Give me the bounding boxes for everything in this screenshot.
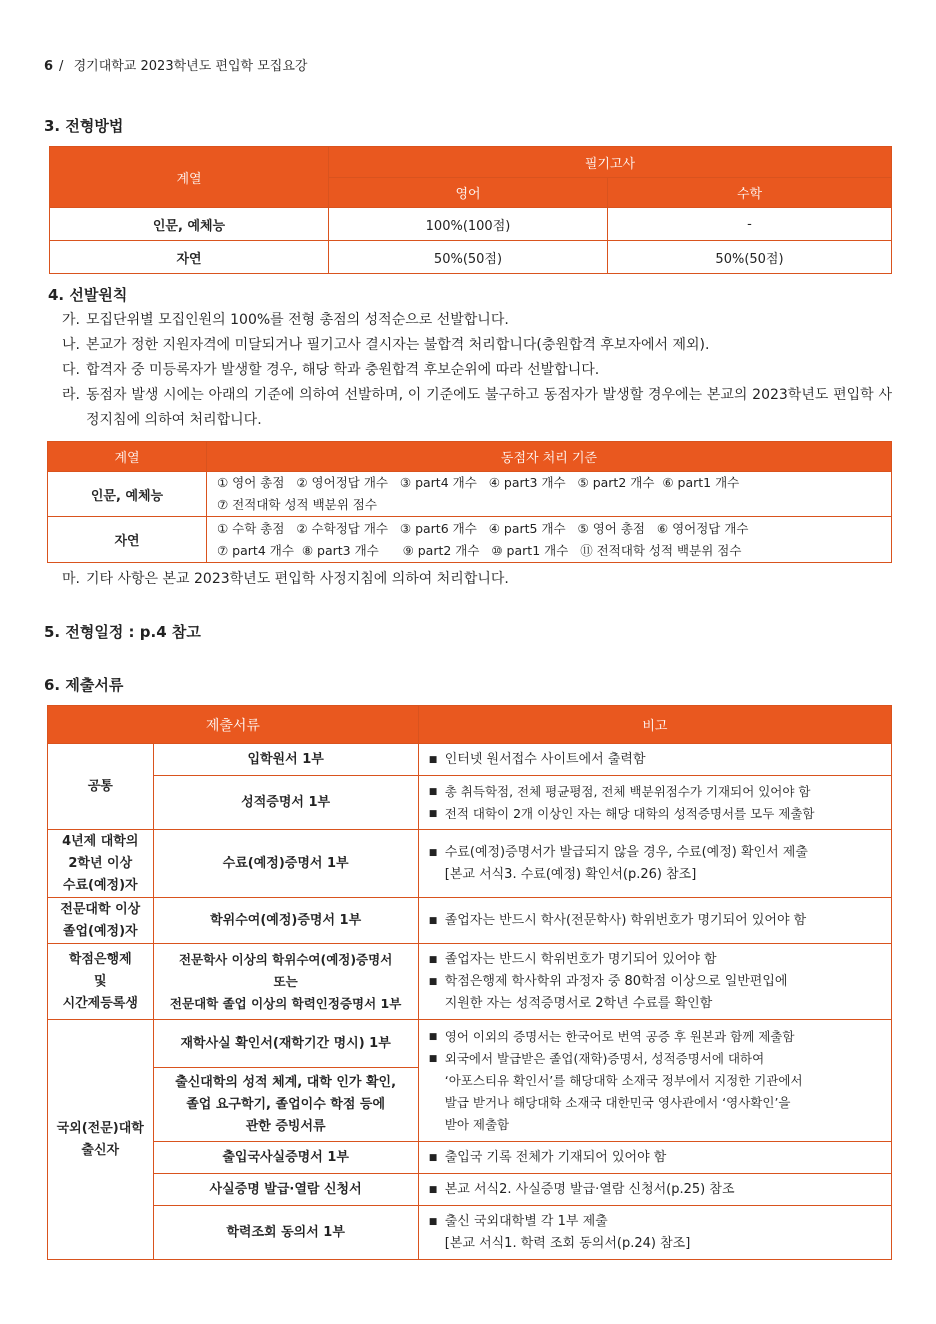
bullet-icon: ■ (428, 1184, 438, 1195)
remark-text: 본교 서식2. 사실증명 발급·열람 신청서(p.25) 참조 (444, 1181, 735, 1197)
tie-break-table (47, 441, 892, 563)
doc-name (153, 1068, 418, 1142)
th-remarks: 비고 (418, 706, 891, 744)
th-tie-rule: 동점자 처리 기준 (207, 442, 892, 472)
group-label-line: 국외(전문)대학 (56, 1120, 144, 1136)
remark-cell (418, 744, 891, 776)
table-row (48, 1020, 892, 1068)
remark-text: 출신 국외대학별 각 1부 제출 (444, 1213, 608, 1229)
table-row (48, 1206, 892, 1260)
item-mark: 다. (62, 362, 80, 378)
th-group: 계열 (48, 442, 207, 472)
group-label (48, 944, 154, 1020)
item-mark: 라. (62, 387, 80, 403)
doc-name-line: 관한 증빙서류 (245, 1118, 326, 1134)
section-5-title: 5. 전형일정 : p.4 참고 (44, 623, 201, 641)
selection-principles (62, 308, 892, 433)
tie-rule-cell (207, 472, 892, 517)
tie-rule-line: ① 수학 총점 ② 수학정답 개수 ③ part6 개수 ④ part5 개수 ⑤ 영어 총점 ⑥ 영어정답 개수 (217, 520, 749, 536)
remark-text: 받아 제출함 (444, 1116, 510, 1132)
section-6-title: 6. 제출서류 (44, 676, 124, 694)
group-label (48, 830, 154, 898)
doc-name: 출입국사실증명서 1부 (153, 1142, 418, 1174)
selection-method-table (49, 146, 892, 274)
doc-name: 학위수여(예정)증명서 1부 (153, 898, 418, 944)
doc-name (153, 944, 418, 1020)
math-ratio: 50%(50점) (608, 241, 892, 274)
table-row (48, 472, 892, 517)
remark-text: 전적 대학이 2개 이상인 자는 해당 대학의 성적증명서를 모두 제출함 (444, 805, 815, 821)
other-matters (62, 567, 892, 592)
row-label: 자연 (50, 241, 329, 274)
group-label-line: 학점은행제 (68, 951, 132, 967)
row-label: 자연 (48, 517, 207, 563)
remark-text: 졸업자는 반드시 학위번호가 명기되어 있어야 함 (444, 951, 717, 967)
english-ratio: 50%(50점) (329, 241, 608, 274)
doc-name: 학력조회 동의서 1부 (153, 1206, 418, 1260)
bullet-icon: ■ (428, 1053, 438, 1064)
table-row (48, 744, 892, 776)
remark-text: ‘아포스티유 확인서’를 해당대학 소재국 정부에서 지정한 기관에서 (444, 1072, 803, 1088)
bullet-icon: ■ (428, 1152, 438, 1163)
table-row (48, 1142, 892, 1174)
group-label-line: 전문대학 이상 (60, 901, 141, 917)
bullet-icon: ■ (428, 786, 438, 797)
table-row (50, 241, 892, 274)
remark-text: 영어 이외의 증명서는 한국어로 번역 공증 후 원본과 함께 제출함 (444, 1028, 795, 1044)
page-header (44, 55, 307, 74)
table-row (48, 830, 892, 898)
list-item (62, 333, 892, 358)
bullet-icon: ■ (428, 915, 438, 926)
remark-text: 학점은행제 학사학위 과정자 중 80학점 이상으로 일반편입에 (444, 973, 788, 989)
header-separator: / (59, 59, 64, 74)
row-label: 인문, 예체능 (48, 472, 207, 517)
group-label: 공통 (48, 744, 154, 830)
remark-text: 지원한 자는 성적증명서로 2학년 수료를 확인함 (444, 995, 713, 1011)
doc-name: 수료(예정)증명서 1부 (153, 830, 418, 898)
remark-cell (418, 1020, 891, 1142)
bullet-icon: ■ (428, 754, 438, 765)
remark-text: 수료(예정)증명서가 발급되지 않을 경우, 수료(예정) 확인서 제출 (444, 844, 808, 860)
remark-cell (418, 1206, 891, 1260)
item-mark: 마. (62, 571, 80, 587)
table-row (48, 776, 892, 830)
group-label-line: 4년제 대학의 (62, 833, 139, 849)
remark-cell (418, 830, 891, 898)
tie-rule-line: ⑦ part4 개수 ⑧ part3 개수 ⑨ part2 개수 ⑩ part1 개수 ⑪ 전적대학 성적 백분위 점수 (217, 542, 742, 558)
remark-cell (418, 898, 891, 944)
doc-name-line: 졸업 요구학기, 졸업이수 학점 등에 (186, 1096, 386, 1112)
table-row (48, 517, 892, 563)
group-label-line: 출신자 (81, 1142, 120, 1158)
table-row (50, 208, 892, 241)
th-math: 수학 (608, 178, 892, 208)
math-ratio: - (608, 208, 892, 241)
remark-text: 발급 받거나 해당대학 소재국 대한민국 영사관에서 ‘영사확인’을 (444, 1094, 791, 1110)
item-text: 모집단위별 모집인원의 100%를 전형 총점의 성적순으로 선발합니다. (86, 312, 509, 328)
group-label (48, 1020, 154, 1260)
tie-rule-cell (207, 517, 892, 563)
page-number: 6 (44, 59, 54, 74)
table-row (48, 944, 892, 1020)
doc-name: 입학원서 1부 (153, 744, 418, 776)
group-label-line: 수료(예정)자 (62, 877, 138, 893)
item-text: 본교가 정한 지원자격에 미달되거나 필기고사 결시자는 불합격 처리합니다(충원합격 후보자에서 제외). (86, 337, 710, 353)
remark-text: 졸업자는 반드시 학사(전문학사) 학위번호가 명기되어 있어야 함 (444, 912, 807, 928)
tie-rule-line: ① 영어 총점 ② 영어정답 개수 ③ part4 개수 ④ part3 개수 ⑤ part2 개수 ⑥ part1 개수 (217, 475, 740, 490)
table-row (48, 1174, 892, 1206)
group-label-line: 및 (93, 973, 107, 989)
item-mark: 가. (62, 312, 80, 328)
remark-text: [본교 서식3. 수료(예정) 확인서(p.26) 참조] (444, 866, 697, 882)
list-item (62, 308, 892, 333)
group-label (48, 898, 154, 944)
remark-cell (418, 1174, 891, 1206)
bullet-icon: ■ (428, 954, 438, 965)
doc-name-line: 또는 (273, 973, 298, 989)
doc-name: 사실증명 발급·열람 신청서 (153, 1174, 418, 1206)
th-written-exam: 필기고사 (329, 147, 892, 178)
group-label-line: 졸업(예정)자 (62, 923, 138, 939)
remark-text: 총 취득학점, 전체 평균평점, 전체 백분위점수가 기재되어 있어야 함 (444, 783, 811, 799)
document-title: 경기대학교 2023학년도 편입학 모집요강 (73, 59, 308, 74)
bullet-icon: ■ (428, 1031, 438, 1042)
table-row (48, 898, 892, 944)
section-3-title: 3. 전형방법 (44, 117, 124, 135)
remark-text: 출입국 기록 전체가 기재되어 있어야 함 (444, 1149, 667, 1165)
list-item (62, 383, 892, 433)
remark-text: 인터넷 원서접수 사이트에서 출력함 (444, 751, 646, 767)
english-ratio: 100%(100점) (329, 208, 608, 241)
remark-cell (418, 1142, 891, 1174)
th-group: 계열 (50, 147, 329, 208)
remark-cell (418, 776, 891, 830)
bullet-icon: ■ (428, 1216, 438, 1227)
bullet-icon: ■ (428, 976, 438, 987)
group-label-line: 2학년 이상 (68, 855, 133, 871)
bullet-icon: ■ (428, 808, 438, 819)
group-label-line: 시간제등록생 (62, 995, 138, 1011)
remark-text: [본교 서식1. 학력 조회 동의서(p.24) 참조] (444, 1235, 691, 1251)
tie-rule-line: ⑦ 전적대학 성적 백분위 점수 (217, 497, 377, 512)
bullet-icon: ■ (428, 847, 438, 858)
list-item (62, 567, 892, 592)
list-item (62, 358, 892, 383)
doc-name-line: 전문학사 이상의 학위수여(예정)증명서 (178, 951, 393, 967)
row-label: 인문, 예체능 (50, 208, 329, 241)
doc-name: 재학사실 확인서(재학기간 명시) 1부 (153, 1020, 418, 1068)
th-documents: 제출서류 (48, 706, 419, 744)
th-english: 영어 (329, 178, 608, 208)
item-text: 합격자 중 미등록자가 발생할 경우, 해당 학과 충원합격 후보순위에 따라 선발합니다. (86, 362, 600, 378)
doc-name-line: 전문대학 졸업 이상의 학력인정증명서 1부 (169, 995, 402, 1011)
remark-cell (418, 944, 891, 1020)
item-text: 동점자 발생 시에는 아래의 기준에 의하여 선발하며, 이 기준에도 불구하고 동점자가 발생할 경우에는 본교의 2023학년도 편입학 사정지침에 의하여 처리합니다. (86, 387, 892, 428)
remark-text: 외국에서 발급받은 졸업(재학)증명서, 성적증명서에 대하여 (444, 1050, 765, 1066)
item-mark: 나. (62, 337, 80, 353)
item-text: 기타 사항은 본교 2023학년도 편입학 사정지침에 의하여 처리합니다. (86, 571, 509, 587)
doc-name-line: 출신대학의 성적 체계, 대학 인가 확인, (175, 1074, 397, 1090)
required-documents-table (47, 705, 892, 1260)
section-4-title: 4. 선발원칙 (48, 286, 128, 304)
doc-name: 성적증명서 1부 (153, 776, 418, 830)
